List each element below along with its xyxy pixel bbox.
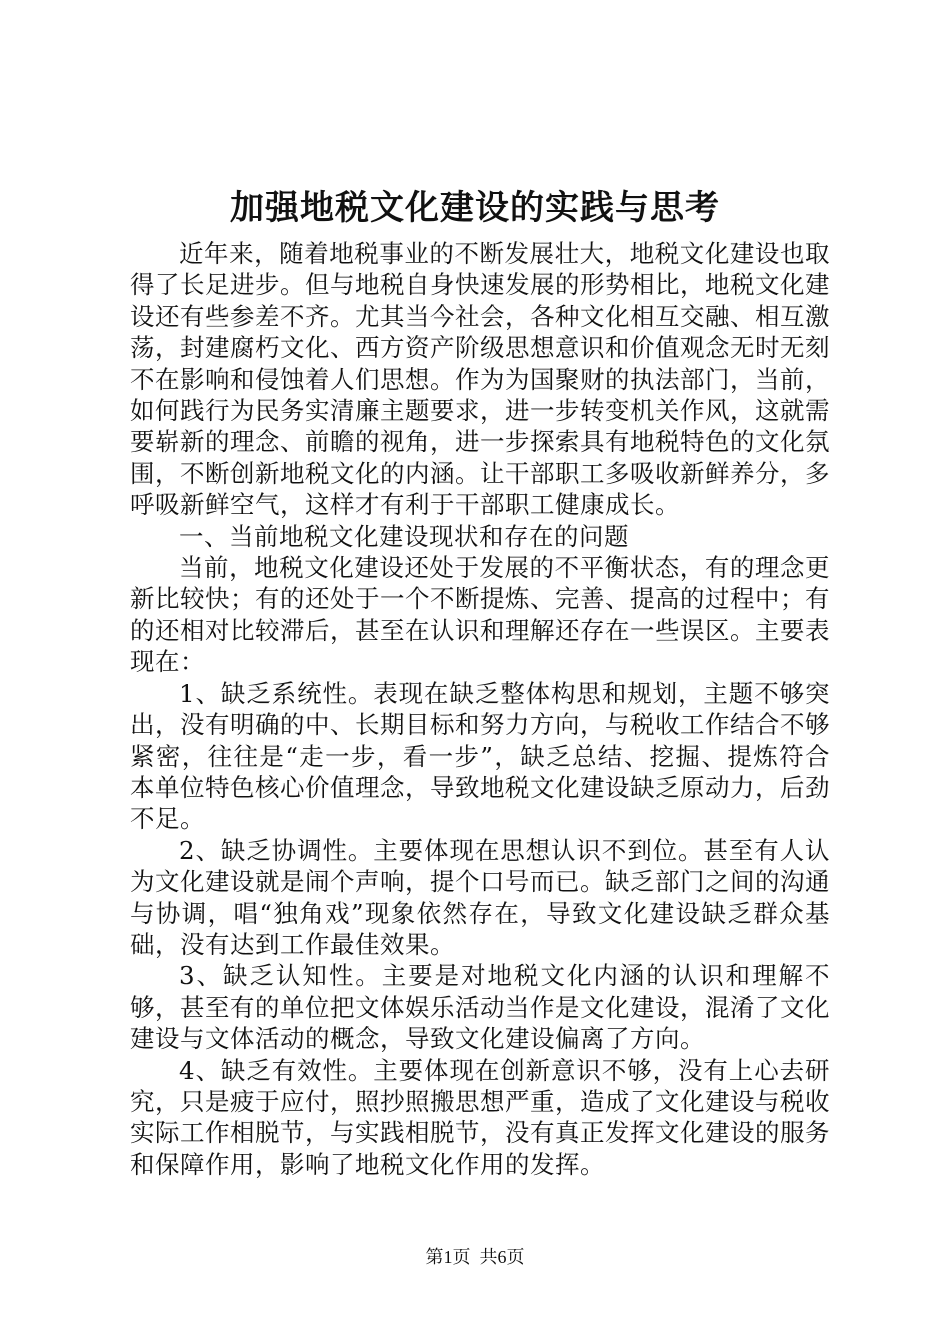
page-total: 共6页: [479, 1247, 525, 1267]
page-number: 第1页: [425, 1247, 471, 1267]
page-footer: [0, 1245, 950, 1269]
paragraph-intro: 近年来，随着地税事业的不断发展壮大，地税文化建设也取得了长足进步。但与地税自身快速发展的形势相比，地税文化建设还有些参差不齐。尤其当今社会，各种文化相互交融、相互激荡，封建腐朽文化、西方资产阶级思想意识和价值观念无时无刻不在影响和侵蚀着人们思想。作为为国聚财的执法部门，当前，如何践行为民务实清廉主题要求，进一步转变机关作风，这就需要崭新的理念、前瞻的视角，进一步探索具有地税特色的文化氛围，不断创新地税文化的内涵。让干部职工多吸收新鲜养分，多呼吸新鲜空气，这样才有利于干部职工健康成长。: [130, 239, 830, 520]
document-title: 加强地税文化建设的实践与思考: [230, 188, 720, 228]
paragraph-item-1: 1、缺乏系统性。表现在缺乏整体构思和规划，主题不够突出，没有明确的中、长期目标和努力方向，与税收工作结合不够紧密，往往是“走一步，看一步”，缺乏总结、挖掘、提炼符合本单位特色核心价值理念，导致地税文化建设缺乏原动力，后劲不足。: [130, 678, 830, 834]
paragraph-item-2: 2、缺乏协调性。主要体现在思想认识不到位。甚至有人认为文化建设就是闹个声响，提个口号而已。缺乏部门之间的沟通与协调，唱“独角戏”现象依然存在，导致文化建设缺乏群众基础，没有达到工作最佳效果。: [130, 835, 830, 959]
paragraph-overview: 当前，地税文化建设还处于发展的不平衡状态，有的理念更新比较快；有的还处于一个不断提炼、完善、提高的过程中；有的还相对比较滞后，甚至在认识和理解还存在一些误区。主要表现在：: [130, 553, 830, 677]
section-heading: 一、当前地税文化建设现状和存在的问题: [179, 521, 629, 551]
document-body: [130, 238, 830, 1180]
paragraph-item-3: 3、缺乏认知性。主要是对地税文化内涵的认识和理解不够，甚至有的单位把文体娱乐活动当作是文化建设，混淆了文化建设与文体活动的概念，导致文化建设偏离了方向。: [130, 961, 830, 1054]
paragraph-item-4: 4、缺乏有效性。主要体现在创新意识不够，没有上心去研究，只是疲于应付，照抄照搬思想严重，造成了文化建设与税收实际工作相脱节，与实践相脱节，没有真正发挥文化建设的服务和保障作用，影响了地税文化作用的发挥。: [130, 1055, 830, 1179]
